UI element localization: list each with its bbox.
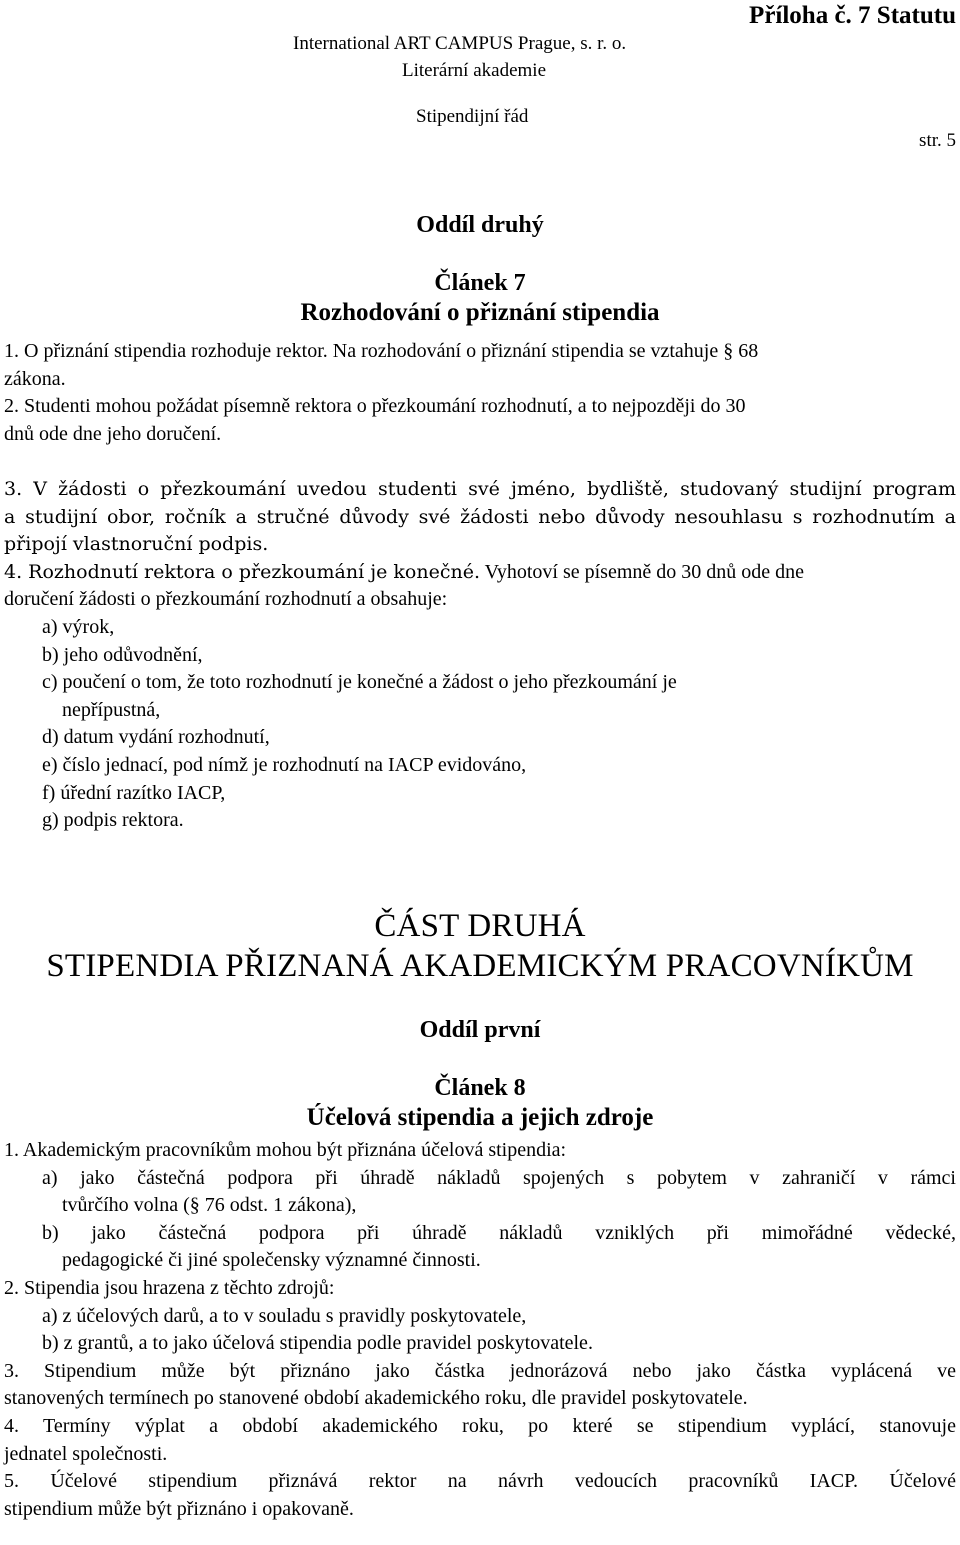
paragraph-4-line-1 [4,559,956,587]
article-7-body [4,338,956,448]
paragraph-2-line-1: 2. Studenti mohou požádat písemně rektora o přezkoumání rozhodnutí, a to nejpozději do 30 [4,395,746,418]
list-item-f: f) úřední razítko IACP, [42,781,226,804]
paragraph-3-line-1: 3. V žádosti o přezkoumání uvedou studenti své jméno, bydliště, studovaný studijní program [4,478,956,500]
a8-paragraph-3-line-1: 3. Stipendium může být přiznáno jako částka jednorázová nebo jako částka vyplácená ve [4,1359,956,1382]
list-item-c-cont: nepřípustná, [62,698,161,721]
a8-paragraph-4-line-2: jednatel společnosti. [4,1442,168,1465]
division-heading-2: Oddíl první [419,1017,541,1043]
part-title: STIPENDIA PŘIZNANÁ AKADEMICKÝM PRACOVNÍKŮM [46,948,914,984]
paragraph-2-line-2: dnů ode dne jeho doručení. [4,422,222,445]
a8-paragraph-1b-line-1: b) jako částečná podpora při úhradě nákladů vzniklých při mimořádné vědecké, [42,1221,956,1244]
a8-paragraph-1b-line-2: pedagogické či jiné společensky významné činnosti. [62,1249,481,1272]
paragraph-4-sentence-1: 4. Rozhodnutí rektora o přezkoumání je konečné. [4,560,480,583]
a8-paragraph-4-line-1: 4. Termíny výplat a období akademického roku, po které se stipendium vyplácí, stanovuje [4,1414,956,1437]
header-organization: International ART CAMPUS Prague, s. r. o. [293,33,627,54]
header-unit: Literární akademie [402,60,547,81]
article-number: Článek 7 [434,270,526,296]
list-item-d: d) datum vydání rozhodnutí, [42,726,270,749]
list-item-g: g) podpis rektora. [42,809,184,832]
list-item-b: b) jeho odůvodnění, [42,643,203,666]
paragraph-1-line-2: zákona. [4,367,66,390]
list-item-a: a) výrok, [42,615,115,638]
a8-paragraph-3-line-2: stanovených termínech po stanovené období akademického roku, dle pravidel poskytovatele. [4,1387,748,1410]
page-number: str. 5 [919,130,956,151]
paragraph-4-line-2: doručení žádosti o přezkoumání rozhodnutí a obsahuje: [4,588,448,611]
a8-paragraph-2b: b) z grantů, a to jako účelová stipendia podle pravidel poskytovatele. [42,1332,593,1355]
a8-paragraph-2a: a) z účelových darů, a to v souladu s pravidly poskytovatele, [42,1304,527,1327]
a8-paragraph-1a-line-1: a) jako částečná podpora při úhradě nákladů spojených s pobytem v zahraničí v rámci [42,1166,956,1189]
division-heading: Oddíl druhý [416,212,544,238]
list-item-e: e) číslo jednací, pod nímž je rozhodnutí na IACP evidováno, [42,753,527,776]
a8-paragraph-1a-line-2: tvůrčího volna (§ 76 odst. 1 zákona), [62,1194,357,1217]
header-document: Stipendijní řád [416,106,529,127]
article-8-body [4,1137,956,1523]
a8-paragraph-5-line-1: 5. Účelové stipendium přiznává rektor na návrh vedoucích pracovníků IACP. Účelové [4,1470,956,1493]
paragraph-3-line-3: připojí vlastnoruční podpis. [4,533,269,556]
paragraph-4-sentence-2: Vyhotoví se písemně do 30 dnů ode dne [479,560,805,583]
list-item-c: c) poučení o tom, že toto rozhodnutí je konečné a žádost o jeho přezkoumání je [42,671,677,694]
a8-paragraph-5-line-2: stipendium může být přiznáno i opakovaně. [4,1497,354,1520]
a8-paragraph-2: 2. Stipendia jsou hrazena z těchto zdrojů: [4,1276,335,1299]
article-number-2: Článek 8 [434,1075,526,1101]
paragraph-3-line-2: a studijní obor, ročník a stručné důvody své žádosti nebo důvody nesouhlasu s rozhodnutím a [4,505,956,528]
header-annex: Příloha č. 7 Statutu [749,2,956,29]
article-7-body-cont [4,476,956,835]
article-title: Rozhodování o přiznání stipendia [300,299,660,326]
part-heading: ČÁST DRUHÁ [374,908,586,944]
article-title-2: Účelová stipendia a jejich zdroje [306,1104,654,1131]
paragraph-1-line-1: 1. O přiznání stipendia rozhoduje rektor. Na rozhodování o přiznání stipendia se vztahuje § 68 [4,340,759,362]
a8-paragraph-1: 1. Akademickým pracovníkům mohou být přiznána účelová stipendia: [4,1139,567,1161]
